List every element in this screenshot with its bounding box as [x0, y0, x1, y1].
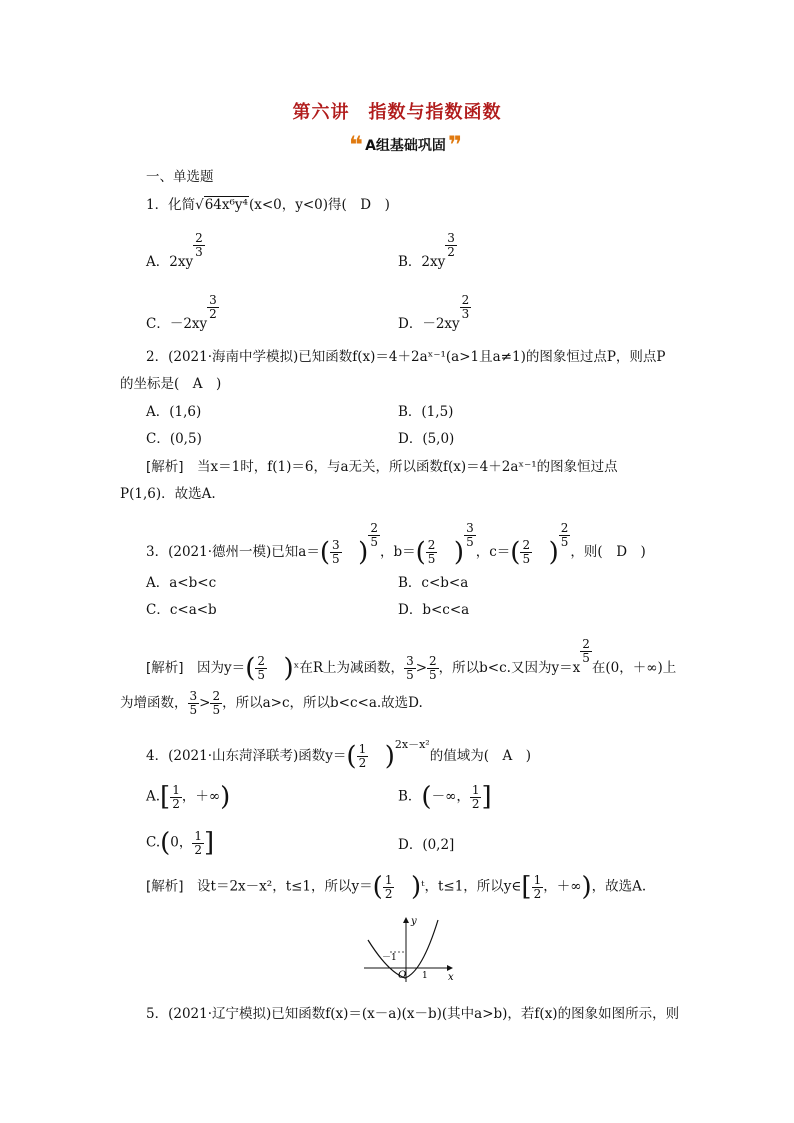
- q3-solution-line1: [解析] 因为y＝( $\frac{2}{5}$ )ˣ在R上为减函数， $\frac{3}{5}$ > $\frac{2}{5}$ ，所以b<c.又因为y＝x $\frac{2}{5}$ 在(0，＋∞)上: [146, 637, 677, 684]
- q4-option-a: A.[ $\frac{1}{2}$ ，＋∞): [146, 782, 231, 812]
- minus-one-label: －1: [382, 953, 397, 963]
- q2-option-a: A．(1,6): [146, 404, 202, 420]
- section-banner: [349, 131, 463, 159]
- one-label: 1: [422, 971, 428, 981]
- q1-option-d: D．－2xy $\frac{2}{3}$: [398, 293, 470, 332]
- q3-option-c: C．c<a<b: [146, 602, 217, 618]
- q2-option-d: D．(5,0): [398, 431, 455, 447]
- q3-solution-line2: 为增函数， $\frac{3}{5}$ > $\frac{2}{5}$ ，所以a>c，所以b<c<a.故选D.: [120, 689, 423, 717]
- y-axis-label: y: [411, 916, 417, 927]
- q1-stem: 1．化简√64x⁶y⁴(x<0，y<0)得( D ): [146, 197, 390, 213]
- banner-label: A组基础巩固: [365, 138, 446, 154]
- parabola-graph: [360, 912, 460, 984]
- origin-label: O: [398, 970, 407, 981]
- q2-solution-line1: [解析] 当x＝1时，f(1)＝6，与a无关，所以函数f(x)＝4＋2aˣ⁻¹的图象恒过点: [146, 459, 618, 475]
- q2-option-c: C．(0,5): [146, 431, 202, 447]
- q2-option-b: B．(1,5): [398, 404, 454, 420]
- section-heading: 一、单选题: [146, 169, 214, 185]
- page-title: 第六讲 指数与指数函数: [292, 102, 502, 123]
- q4-option-b: B．(－∞， $\frac{1}{2}$ ]: [398, 782, 492, 812]
- q1-option-b: B．2xy $\frac{3}{2}$: [398, 231, 455, 270]
- q3-stem: 3．(2021·德州一模)已知a＝( $\frac{3}{5}$ ) $\frac{2}{5}$ ，b＝( $\frac{2}{5}$ ) $\frac{3}{5}$ ，c＝( $\frac{2}{5}$ ) $\frac{2}{5}$ ，则( D ): [146, 521, 646, 568]
- q4-stem: 4．(2021·山东菏泽联考)函数y＝( $\frac{1}{2}$ )$^{2x-x^2}$的值域为( A ): [146, 738, 532, 772]
- q5-line1: 5．(2021·辽宁模拟)已知函数f(x)＝(x－a)(x－b)(其中a>b)，若f(x)的图象如图所示，则: [146, 1006, 680, 1022]
- x-axis-label: x: [448, 972, 454, 983]
- q2-line2: 的坐标是( A ): [120, 376, 222, 392]
- q4-option-c: C.(0， $\frac{1}{2}$ ]: [146, 828, 215, 858]
- q1-option-c: C．－2xy $\frac{3}{2}$: [146, 293, 217, 332]
- left-quote-icon: ❝: [349, 131, 364, 159]
- q4-solution: [解析] 设t＝2x－x²，t≤1，所以y＝( $\frac{1}{2}$ )ᵗ，t≤1，所以y∈[ $\frac{1}{2}$ ，＋∞)，故选A.: [146, 872, 647, 902]
- q4-option-d: D．(0,2]: [398, 837, 455, 853]
- q3-option-d: D．b<c<a: [398, 602, 470, 618]
- q2-solution-line2: P(1,6)．故选A.: [120, 486, 216, 502]
- radical-icon: √64x⁶y⁴: [195, 197, 248, 213]
- q3-option-a: A．a<b<c: [146, 575, 217, 591]
- q1-option-a: A．2xy $\frac{2}{3}$: [146, 231, 203, 270]
- q3-option-b: B．c<b<a: [398, 575, 469, 591]
- q2-line1: 2．(2021·海南中学模拟)已知函数f(x)＝4＋2aˣ⁻¹(a>1且a≠1)的图象恒过点P，则点P: [146, 349, 666, 365]
- right-quote-icon: ❞: [447, 131, 463, 159]
